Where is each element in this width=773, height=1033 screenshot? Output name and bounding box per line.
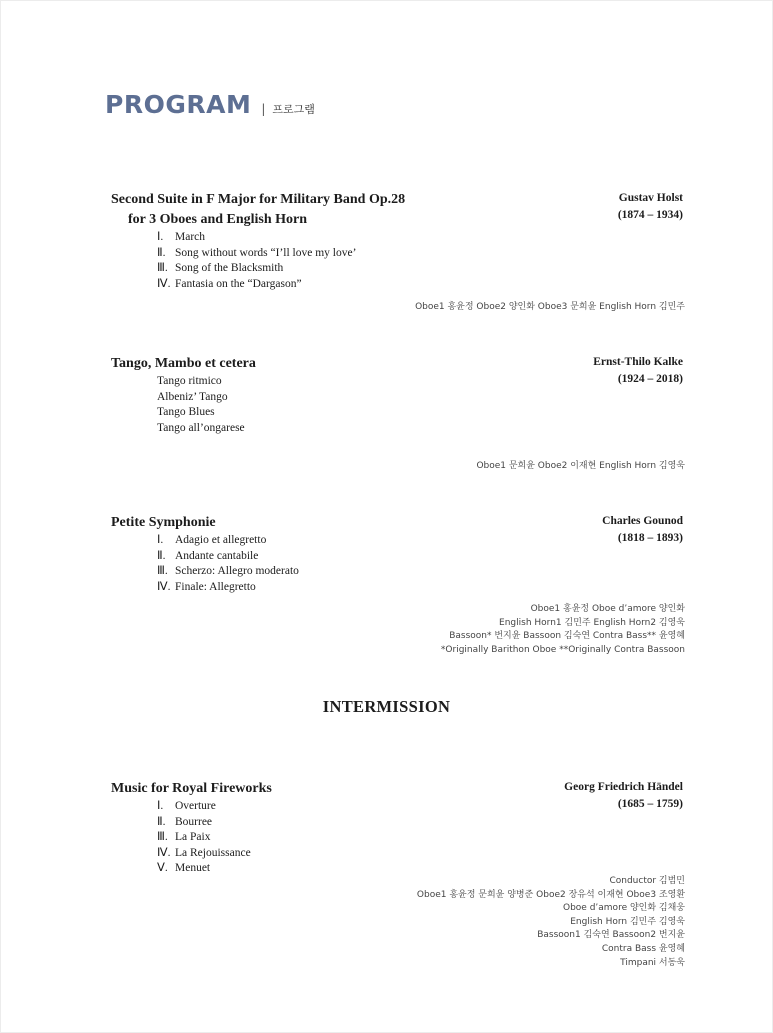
- piece-handel: [111, 779, 687, 877]
- piece-title: Second Suite in F Major for Military Band Op.28: [111, 192, 406, 207]
- movement: [157, 405, 687, 421]
- movement-list: [111, 230, 687, 292]
- program-title: PROGRAM: [105, 90, 252, 119]
- movement-title: La Rejouissance: [175, 846, 251, 859]
- movement-numeral: Ⅳ.: [157, 580, 171, 593]
- composer-years: (1924 – 2018): [617, 373, 683, 385]
- intermission-heading: INTERMISSION: [322, 697, 451, 716]
- movement-numeral: Ⅰ.: [157, 800, 164, 812]
- page-header: [105, 90, 315, 119]
- personnel-line: Bassoon* 번지윤 Bassoon 김숙연 Contra Bass** 윤영혜: [449, 631, 685, 642]
- composer-years: (1818 – 1893): [617, 532, 683, 544]
- movement-title: Finale: Allegretto: [175, 580, 256, 593]
- personnel-line: Conductor 김범민: [609, 876, 685, 886]
- movement-title: Menuet: [175, 862, 211, 874]
- composer-years: (1685 – 1759): [617, 798, 683, 810]
- composer: [602, 513, 683, 547]
- personnel-line: English Horn 김민주 김영욱: [570, 916, 685, 927]
- personnel-line: Oboe1 홍윤정 문희윤 양병준 Oboe2 장유석 이재현 Oboe3 조영환: [416, 889, 685, 900]
- movement: [157, 580, 687, 596]
- composer-name: Ernst-Thilo Kalke: [593, 356, 683, 368]
- personnel-line: Contra Bass 윤영혜: [601, 943, 685, 954]
- personnel-handel: [417, 875, 685, 970]
- movement-title: Adagio et allegretto: [175, 534, 267, 546]
- movement-numeral: Ⅱ.: [157, 549, 166, 562]
- program-subtitle-korean: 프로그램: [272, 103, 315, 116]
- movement-title: La Paix: [175, 831, 211, 843]
- piece-subtitle: for 3 Oboes and English Horn: [128, 212, 308, 227]
- piece-title: Tango, Mambo et cetera: [111, 356, 256, 371]
- movement-numeral: Ⅳ.: [157, 846, 171, 859]
- personnel-line: Oboe1 홍윤정 Oboe d’amore 양인화: [530, 604, 685, 614]
- movement-title: Scherzo: Allegro moderato: [175, 565, 299, 577]
- movement: [157, 390, 687, 406]
- movement: [157, 277, 687, 293]
- movement-title: Song of the Blacksmith: [175, 262, 284, 274]
- movement: [157, 830, 687, 846]
- movement: [157, 846, 687, 862]
- movement-numeral: Ⅱ.: [157, 246, 166, 259]
- composer-name: Charles Gounod: [602, 515, 683, 527]
- composer-name: Georg Friedrich Händel: [564, 781, 683, 793]
- movement: [157, 815, 687, 831]
- personnel-holst: [415, 301, 685, 315]
- movement-numeral: Ⅲ.: [157, 831, 168, 843]
- movement-numeral: Ⅰ.: [157, 534, 164, 546]
- movement: [157, 246, 687, 262]
- movement-numeral: Ⅲ.: [157, 262, 168, 274]
- movement-numeral: Ⅳ.: [157, 277, 171, 290]
- piece-title: Petite Symphonie: [111, 515, 216, 530]
- piece-kalke: [111, 354, 687, 436]
- movement-list: [111, 533, 687, 595]
- movement-numeral: Ⅲ.: [157, 565, 168, 577]
- movement: [157, 230, 687, 246]
- personnel-line: Timpani 서동욱: [620, 957, 685, 968]
- movement: [157, 421, 687, 437]
- movement: [157, 564, 687, 580]
- personnel-line: Bassoon1 김숙연 Bassoon2 번지윤: [537, 930, 685, 941]
- composer-name: Gustav Holst: [618, 192, 683, 204]
- personnel-line: English Horn1 김민주 English Horn2 김영욱: [499, 617, 685, 628]
- movement-title: Tango ritmico: [157, 375, 222, 387]
- personnel-footnote: *Originally Barithon Oboe **Originally Contra Bassoon: [440, 644, 685, 655]
- personnel-gounod: [441, 603, 685, 657]
- composer-years: (1874 – 1934): [617, 209, 683, 221]
- movement: [157, 549, 687, 565]
- movement-title: March: [175, 231, 206, 243]
- composer: [593, 354, 683, 388]
- movement-numeral: Ⅱ.: [157, 815, 166, 828]
- movement-title: Albeniz’ Tango: [157, 390, 228, 403]
- personnel-line: Oboe1 홍윤정 Oboe2 양인화 Oboe3 문희윤 English Horn 김민주: [415, 302, 685, 312]
- personnel-line: Oboe1 문희윤 Oboe2 이재현 English Horn 김영욱: [476, 461, 685, 471]
- movement-title: Overture: [175, 800, 216, 812]
- movement-title: Bourree: [175, 815, 213, 828]
- movement-title: Tango Blues: [157, 406, 215, 418]
- piece-holst: [111, 190, 687, 292]
- movement-title: Andante cantabile: [175, 549, 259, 562]
- header-separator: |: [261, 102, 266, 116]
- movement: [157, 261, 687, 277]
- movement-title: Tango all’ongarese: [157, 421, 245, 434]
- piece-title: Music for Royal Fireworks: [111, 781, 272, 796]
- composer: [564, 779, 683, 813]
- movement-title: Song without words “I’ll love my love’: [175, 246, 357, 259]
- composer: [618, 190, 683, 224]
- personnel-kalke: [476, 460, 685, 474]
- movement-title: Fantasia on the “Dargason”: [175, 277, 302, 290]
- piece-gounod: [111, 513, 687, 595]
- personnel-line: Oboe d’amore 양인화 김채웅: [563, 903, 685, 914]
- movement-numeral: Ⅰ.: [157, 231, 164, 243]
- movement-numeral: Ⅴ.: [157, 862, 168, 874]
